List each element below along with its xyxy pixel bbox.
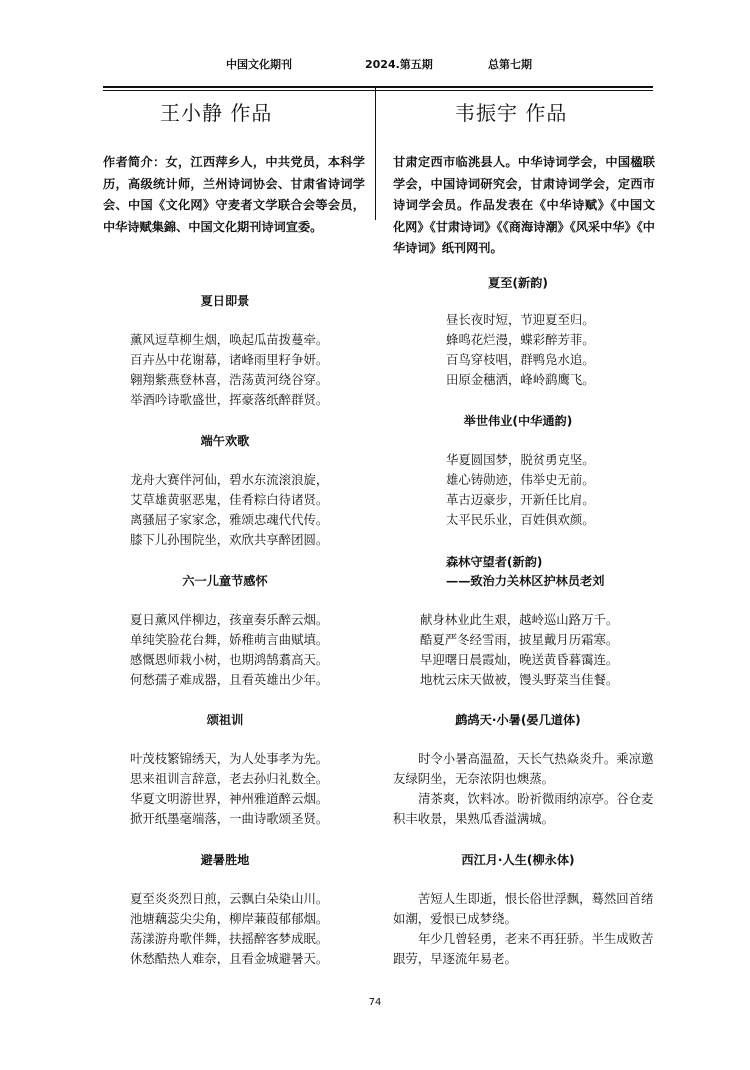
poem-line: 思来祖训言辞意，老去孙归礼数全。: [130, 770, 329, 786]
poem-line: 薰风逗草柳生烟，唤起瓜苗拨蔓牵。: [130, 332, 329, 347]
poem-lines: [420, 610, 618, 690]
poem-line: 太平民乐业，百姓俱欢颜。: [446, 511, 595, 527]
right-author-title: 韦振宇 作品: [455, 101, 568, 125]
issue-label: 2024.第五期: [365, 58, 433, 71]
poem-title: 鹧鸪天·小暑(晏几道体): [455, 713, 581, 727]
poem-title: 夏日即景: [200, 294, 250, 308]
poem-line: 雄心铸勋迹，伟举史无前。: [446, 471, 595, 487]
total-issue-label: 总第七期: [488, 58, 532, 71]
poem-paragraph: 苦短人生即逝，恨长俗世浮飘，蓦然回首绪如潮，爱恨已成梦绕。: [393, 891, 654, 926]
poem-paragraph: 年少几曾轻勇，老来不再狂骄。半生成败苦跟劳，早逐流年易老。: [393, 930, 654, 966]
poem-title: 举世伟业(中华通韵): [463, 414, 573, 428]
poem-body: [393, 889, 655, 969]
poem-lines: [446, 450, 595, 530]
poem-line: 百卉丛中花谢幕，诸峰雨里籽争妍。: [130, 351, 329, 367]
poem-line: 华夏文明游世界，神州雅道醉云烟。: [130, 790, 329, 806]
poem-line: 离骚屈子家家念，雅颂忠魂代代传。: [130, 511, 329, 527]
poem-lines: [130, 749, 328, 829]
journal-name: 中国文化期刊: [226, 58, 292, 71]
left-author-title: 王小静 作品: [160, 101, 273, 125]
poem-line: 地枕云床天做被，馒头野菜当佳餐。: [420, 671, 619, 687]
page-number: 74: [368, 997, 382, 1008]
poem-lines: [130, 330, 328, 410]
poem-subtitle: ——致治力关林区护林员老刘: [446, 574, 605, 588]
poem-lines: [130, 610, 328, 690]
poem-line: 池塘藕蕊尖尖角，柳岸蒹葭郁郁烟。: [130, 910, 329, 926]
header-rule-thin: [103, 90, 653, 91]
poem-title: 颂祖训: [206, 713, 244, 727]
poem-lines: [130, 470, 328, 550]
poem-title: 夏至(新韵): [488, 276, 548, 290]
poem-body: [393, 749, 655, 829]
poem-title: 森林守望者(新韵): [446, 555, 543, 569]
poem-line: 献身林业此生艰，越岭巡山路万千。: [420, 612, 619, 627]
poem-title: 西江月·人生(柳永体): [461, 853, 575, 867]
left-author-bio: 作者简介：女，江西萍乡人，中共党员，本科学历，高级统计师，兰州诗词协会、甘肃省诗词学会、中国《文化网》守麦者文学联合会等会员，中华诗赋集錦、中国文化期刊诗词宣委。: [103, 155, 365, 234]
poem-line: 夏至炎炎烈日煎，云飘白朵染山川。: [130, 891, 329, 906]
poem-line: 休愁酷热人难奈，且看金城避暑天。: [130, 950, 329, 966]
poem-line: 艾草雄黄驱恶鬼，佳肴粽白待诸贤。: [130, 491, 329, 507]
poem-line: 翱翔紫燕登林喜，浩荡黄河绕谷穿。: [130, 371, 329, 387]
poem-line: 举酒吟诗歌盛世，挥豪落纸醉群贤。: [130, 391, 329, 407]
poem-line: 蜂鸣花烂漫，蝶彩醉芳菲。: [446, 331, 595, 347]
header-rule-thick: [103, 86, 653, 88]
poem-line: 荡漾游舟歌伴舞，扶摇醉客梦成眠。: [130, 930, 329, 946]
poem-line: 何愁孺子难成器，且看英雄出少年。: [130, 671, 329, 687]
poem-line: 夏日薰风伴柳边，孩童奏乐醉云烟。: [130, 612, 329, 627]
poem-lines: [446, 310, 595, 390]
poem-line: 早迎曙日晨霞灿，晚送黄昏暮霭连。: [420, 651, 619, 667]
poem-line: 革古迈豪步，开新任比肩。: [446, 491, 595, 507]
poem-paragraph: 时令小暑高温盈，天长气热焱炎升。乘凉邀友绿阴坐，无奈浓阴也燠蒸。: [393, 751, 654, 786]
poem-line: 叶茂枝繁锦绣天，为人处事孝为先。: [130, 751, 329, 766]
poem-line: 感慨恩师栽小树，也期鸿鹄翥高天。: [130, 651, 329, 667]
right-author-bio: 甘肃定西市临洮县人。中华诗词学会，中国楹联学会，中国诗词研究会，甘肃诗词学会，定西市诗词学会员。作品发表在《中华诗赋》《中国文化网》《甘肃诗词》《《商海诗潮》《风采中华》《中华诗词》纸刊网刊。: [393, 155, 655, 255]
poem-line: 百鸟穿枝唱，群鸭凫水追。: [446, 351, 595, 367]
poem-title: 避暑胜地: [200, 853, 250, 867]
poem-line: 掀开纸墨毫端落，一曲诗歌颂圣贤。: [130, 810, 329, 826]
running-header: [0, 56, 750, 72]
poem-title: 六一儿童节感怀: [182, 574, 268, 588]
poem-line: 昼长夜时短，节迎夏至归。: [446, 312, 595, 327]
column-divider: [375, 88, 376, 220]
poem-line: 膝下儿孙围院坐，欢欣共享醉团圆。: [130, 531, 329, 547]
poem-line: 酷夏严冬经雪雨，披星戴月历霜寒。: [420, 631, 619, 647]
poem-lines: [130, 889, 328, 969]
poem-paragraph: 清茶爽，饮料冰。盼祈微雨纳凉亭。谷仓麦积丰收景，果熟瓜香溢满城。: [393, 790, 654, 826]
poem-title: 端午欢歌: [200, 434, 250, 448]
poem-line: 单纯笑脸花台舞，娇稚萌言曲赋填。: [130, 631, 329, 647]
poem-line: 田原金穗洒，峰岭鹞鹰飞。: [446, 371, 595, 387]
poem-line: 华夏圆国梦，脱贫勇克坚。: [446, 452, 595, 467]
poem-line: 龙舟大赛伴河仙，碧水东流滚浪旋，: [130, 472, 329, 487]
